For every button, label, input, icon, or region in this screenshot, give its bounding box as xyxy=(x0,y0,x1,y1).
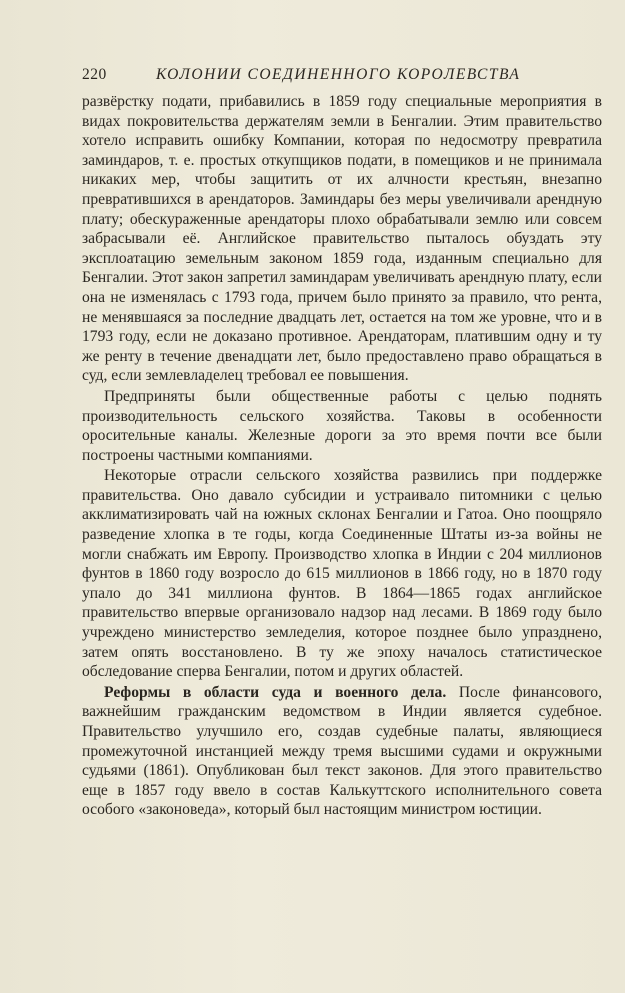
body-text xyxy=(82,92,602,820)
page-header xyxy=(82,64,540,86)
section-heading: Реформы в области суда и военного дела. xyxy=(104,683,447,701)
page-number: 220 xyxy=(82,66,107,83)
paragraph-3-text: Некоторые отрасли сельского хозяйства развились при поддержке правительства. Оно давало субсидии и устраивало питомники с целью акклиматизировать чай на южных склонах Бенгалии и Гатоа. Оно поощряло разведение хлопка в те годы, когда Соединенные Штаты из-за войны не могли снабжать им Европу. Производство хлопка в Индии с 204 миллионов фунтов в 1860 году возросло до 615 миллионов в 1866 году, но в 1870 году упало до 341 миллиона фунтов. В 1864—1865 годах английское правительство впервые организовало надзор над лесами. В 1869 году было учреждено министерство земледелия, которое позднее было упразднено, затем опять восстановлено. В ту же эпоху началось статистическое обследование сперва Бенгалии, потом и других областей. xyxy=(82,467,602,681)
paragraph-1-text: развёрстку подати, прибавились в 1859 году специальные мероприятия в видах покровительства держателям земли в Бенгалии. Этим правительство хотело исправить ошибку Компании, которая по недосмотру превратила заминдаров, т. е. простых откупщиков подати, в помещиков и не принимала никаких мер, чтобы защитить от их алчности крестьян, внезапно превратившихся в арендаторов. Заминдары без меры увеличивали арендную плату; обескураженные арендаторы плохо обрабатывали землю или совсем забрасывали её. Английское правительство пыталось обуздать эту эксплоатацию земельным законом 1859 года, изданным специально для Бенгалии. Этот закон запретил заминдарам увеличивать арендную плату, если она не изменялась с 1793 года, причем было принято за правило, что рента, не менявшаяся за последние двадцать лет, остается на том же уровне, что и в 1793 году, если не доказано противное. Арендаторам, платившим одну и ту же ренту в течение двенадцати лет, было предоставлено право обращаться в суд, если землевладелец требовал ее повышения. xyxy=(82,93,602,385)
paragraph-1 xyxy=(82,92,602,386)
paragraph-4-text: После финансового, важнейшим гражданским ведомством в Индии является судебное. Правительство улучшило его, создав судебные палаты, являющиеся промежуточной инстанцией между тремя высшими судами и окружными судьями (1861). Опубликован был текст законов. Для этого правительство еще в 1857 году ввело в состав Калькуттского исполнительного совета особого «законоведа», который был настоящим министром юстиции. xyxy=(82,683,603,819)
running-title: КОЛОНИИ СОЕДИНЕННОГО КОРОЛЕВСТВА xyxy=(156,66,521,83)
paragraph-3 xyxy=(82,466,602,682)
paragraph-2 xyxy=(82,387,602,465)
paragraph-4 xyxy=(82,683,602,820)
paragraph-2-text: Предприняты были общественные работы с целью поднять производительность сельского хозяйства. Таковы в особенности оросительные каналы. Железные дороги за это время почти все были построены частными компаниями. xyxy=(82,387,602,464)
